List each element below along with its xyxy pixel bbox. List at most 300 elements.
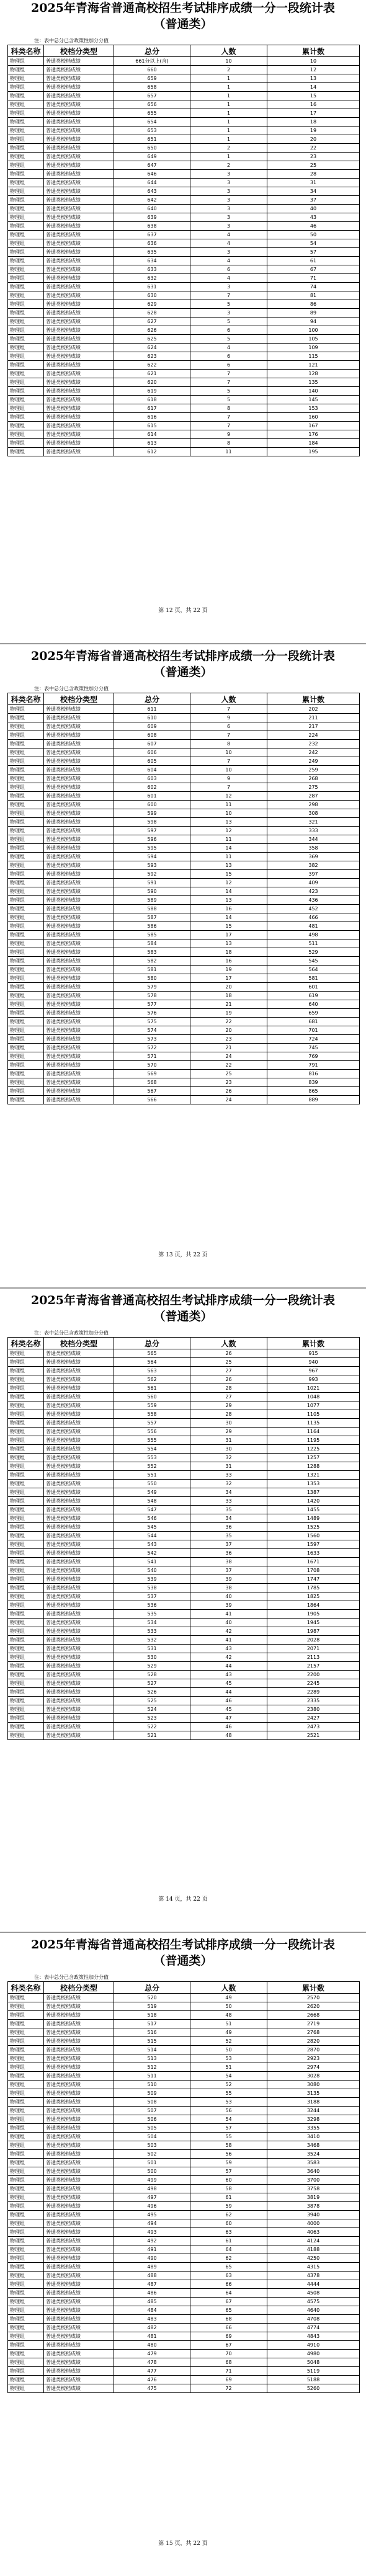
table-cell: 物理组 <box>8 1688 44 1697</box>
table-row <box>8 1401 360 1410</box>
table-cell: 普通类校档成绩 <box>44 361 114 370</box>
table-cell: 519 <box>114 2002 190 2011</box>
table-cell: 物理组 <box>8 57 44 66</box>
table-cell: 584 <box>114 939 190 948</box>
table-row <box>8 74 360 83</box>
table-cell: 普通类校档成绩 <box>44 1532 114 1540</box>
table-cell: 19 <box>190 966 267 974</box>
table-cell: 普通类校档成绩 <box>44 1367 114 1375</box>
table-cell: 12 <box>190 879 267 887</box>
table-cell: 49 <box>190 2028 267 2037</box>
table-row <box>8 1349 360 1358</box>
table-cell: 5 <box>190 300 267 309</box>
table-cell: 普通类校档成绩 <box>44 801 114 809</box>
table-cell: 71 <box>267 274 360 283</box>
table-cell: 物理组 <box>8 1384 44 1393</box>
table-cell: 511 <box>114 2072 190 2081</box>
table-cell: 69 <box>190 2332 267 2341</box>
table-cell: 普通类校档成绩 <box>44 1044 114 1052</box>
table-cell: 普通类校档成绩 <box>44 740 114 748</box>
table-cell: 物理组 <box>8 74 44 83</box>
table-cell: 61 <box>267 257 360 265</box>
table-cell: 613 <box>114 439 190 448</box>
table-cell: 26 <box>190 1375 267 1384</box>
table-cell: 791 <box>267 1061 360 1070</box>
table-cell: 2 <box>190 161 267 170</box>
table-row <box>8 448 360 456</box>
table-cell: 640 <box>267 1000 360 1009</box>
table-cell: 物理组 <box>8 1532 44 1540</box>
table-row <box>8 1454 360 1462</box>
table-cell: 物理组 <box>8 1052 44 1061</box>
table-cell: 普通类校档成绩 <box>44 1445 114 1454</box>
table-row <box>8 127 360 135</box>
table-row <box>8 887 360 896</box>
table-row <box>8 1592 360 1601</box>
table-cell: 2521 <box>267 1731 360 1740</box>
table-cell: 普通类校档成绩 <box>44 396 114 404</box>
table-cell: 3 <box>190 283 267 291</box>
table-cell: 普通类校档成绩 <box>44 257 114 265</box>
table-cell: 308 <box>267 809 360 818</box>
table-cell: 60 <box>190 2176 267 2185</box>
table-cell: 633 <box>114 265 190 274</box>
table-cell: 普通类校档成绩 <box>44 966 114 974</box>
table-cell: 578 <box>114 992 190 1000</box>
table-row <box>8 239 360 248</box>
table-cell: 483 <box>114 2315 190 2324</box>
table-cell: 普通类校档成绩 <box>44 1714 114 1723</box>
table-cell: 物理组 <box>8 1078 44 1087</box>
table-row <box>8 1514 360 1523</box>
table-cell: 211 <box>267 714 360 722</box>
table-cell: 普通类校档成绩 <box>44 2245 114 2254</box>
page-title: 2025年青海省普通高校招生考试排序成绩一分一段统计表 <box>31 1938 335 1952</box>
table-cell: 601 <box>267 983 360 992</box>
table-cell: 53 <box>190 2054 267 2063</box>
table-row <box>8 853 360 861</box>
table-cell: 物理组 <box>8 2306 44 2315</box>
table-cell: 1825 <box>267 1592 360 1601</box>
table-cell: 4774 <box>267 2324 360 2332</box>
table-cell: 476 <box>114 2376 190 2384</box>
table-cell: 506 <box>114 2115 190 2124</box>
table-cell: 498 <box>114 2185 190 2193</box>
table-cell: 657 <box>114 92 190 100</box>
table-cell: 67 <box>190 2298 267 2306</box>
table-row <box>8 783 360 792</box>
table-cell: 物理组 <box>8 1679 44 1688</box>
table-cell: 3819 <box>267 2193 360 2202</box>
score-table <box>7 45 360 456</box>
table-cell: 普通类校档成绩 <box>44 1671 114 1679</box>
table-row <box>8 66 360 74</box>
table-cell: 531 <box>114 1645 190 1653</box>
table-cell: 1135 <box>267 1419 360 1428</box>
table-cell: 14 <box>267 83 360 92</box>
table-cell: 普通类校档成绩 <box>44 2002 114 2011</box>
table-cell: 2570 <box>267 1994 360 2002</box>
table-row <box>8 1087 360 1096</box>
table-cell: 37 <box>190 1566 267 1575</box>
table-cell: 3758 <box>267 2185 360 2193</box>
table-cell: 4188 <box>267 2245 360 2254</box>
table-cell: 45 <box>190 1705 267 1714</box>
table-cell: 物理组 <box>8 396 44 404</box>
table-cell: 物理组 <box>8 2089 44 2098</box>
table-cell: 普通类校档成绩 <box>44 1514 114 1523</box>
column-header: 人数 <box>190 693 267 705</box>
table-cell: 639 <box>114 213 190 222</box>
table-cell: 67 <box>190 2341 267 2350</box>
table-cell: 51 <box>190 2063 267 2072</box>
table-cell: 559 <box>114 1401 190 1410</box>
table-cell: 普通类校档成绩 <box>44 992 114 1000</box>
table-cell: 548 <box>114 1497 190 1506</box>
table-row <box>8 2054 360 2063</box>
table-cell: 582 <box>114 957 190 966</box>
table-cell: 普通类校档成绩 <box>44 153 114 161</box>
table-cell: 35 <box>190 1532 267 1540</box>
table-cell: 655 <box>114 109 190 118</box>
table-cell: 5 <box>190 335 267 344</box>
table-cell: 3298 <box>267 2115 360 2124</box>
table-cell: 普通类校档成绩 <box>44 748 114 757</box>
table-cell: 物理组 <box>8 1009 44 1018</box>
table-cell: 普通类校档成绩 <box>44 161 114 170</box>
table-cell: 11 <box>190 835 267 844</box>
table-cell: 2028 <box>267 1636 360 1645</box>
table-cell: 36 <box>190 1549 267 1558</box>
table-row <box>8 1061 360 1070</box>
table-row <box>8 992 360 1000</box>
table-cell: 普通类校档成绩 <box>44 2167 114 2176</box>
table-cell: 普通类校档成绩 <box>44 66 114 74</box>
table-cell: 物理组 <box>8 757 44 766</box>
table-cell: 3468 <box>267 2141 360 2150</box>
table-cell: 3940 <box>267 2211 360 2219</box>
table-row <box>8 1697 360 1705</box>
table-cell: 物理组 <box>8 939 44 948</box>
table-cell: 552 <box>114 1462 190 1471</box>
table-cell: 物理组 <box>8 1480 44 1488</box>
table-cell: 563 <box>114 1367 190 1375</box>
table-cell: 10 <box>267 57 360 66</box>
table-cell: 普通类校档成绩 <box>44 1419 114 1428</box>
table-cell: 13 <box>190 896 267 905</box>
table-cell: 94 <box>267 318 360 326</box>
table-cell: 681 <box>267 1018 360 1026</box>
table-cell: 普通类校档成绩 <box>44 714 114 722</box>
table-cell: 25 <box>267 161 360 170</box>
table-cell: 29 <box>190 1401 267 1410</box>
table-cell: 普通类校档成绩 <box>44 1558 114 1566</box>
table-cell: 516 <box>114 2028 190 2037</box>
table-cell: 634 <box>114 257 190 265</box>
table-row <box>8 2072 360 2081</box>
table-cell: 6 <box>190 265 267 274</box>
table-cell: 59 <box>190 2159 267 2167</box>
table-cell: 484 <box>114 2306 190 2315</box>
table-cell: 普通类校档成绩 <box>44 870 114 879</box>
table-cell: 242 <box>267 748 360 757</box>
table-cell: 普通类校档成绩 <box>44 1384 114 1393</box>
table-row <box>8 957 360 966</box>
table-cell: 物理组 <box>8 1436 44 1445</box>
table-cell: 583 <box>114 948 190 957</box>
table-cell: 1 <box>190 118 267 127</box>
table-cell: 3 <box>190 187 267 196</box>
table-cell: 518 <box>114 2011 190 2020</box>
table-cell: 100 <box>267 326 360 335</box>
table-cell: 333 <box>267 827 360 835</box>
table-row <box>8 1662 360 1671</box>
table-header-row <box>8 1982 360 1994</box>
table-cell: 普通类校档成绩 <box>44 1662 114 1671</box>
table-cell: 69 <box>190 2376 267 2384</box>
table-cell: 物理组 <box>8 2133 44 2141</box>
table-cell: 物理组 <box>8 2176 44 2185</box>
table-row <box>8 1052 360 1061</box>
table-cell: 610 <box>114 714 190 722</box>
table-cell: 658 <box>114 83 190 92</box>
table-cell: 558 <box>114 1410 190 1419</box>
table-cell: 物理组 <box>8 1566 44 1575</box>
table-cell: 436 <box>267 896 360 905</box>
table-cell: 物理组 <box>8 2037 44 2046</box>
table-cell: 普通类校档成绩 <box>44 2089 114 2098</box>
table-cell: 630 <box>114 291 190 300</box>
table-cell: 1525 <box>267 1523 360 1532</box>
table-cell: 物理组 <box>8 992 44 1000</box>
table-row <box>8 2115 360 2124</box>
table-cell: 623 <box>114 352 190 361</box>
table-cell: 44 <box>190 1688 267 1697</box>
table-cell: 1 <box>190 153 267 161</box>
table-row <box>8 213 360 222</box>
page-number: 第 14 页，共 22 页 <box>158 1896 208 1903</box>
table-row <box>8 2376 360 2384</box>
table-cell: 579 <box>114 983 190 992</box>
table-row <box>8 2167 360 2176</box>
table-cell: 物理组 <box>8 1584 44 1592</box>
table-cell: 44 <box>190 1662 267 1671</box>
table-cell: 4063 <box>267 2228 360 2237</box>
table-cell: 物理组 <box>8 748 44 757</box>
table-note: 注：表中总分已含政策性加分分值 <box>34 1974 109 1980</box>
table-cell: 81 <box>267 291 360 300</box>
table-cell: 物理组 <box>8 853 44 861</box>
table-cell: 普通类校档成绩 <box>44 135 114 144</box>
table-cell: 物理组 <box>8 1462 44 1471</box>
table-cell: 74 <box>267 283 360 291</box>
table-cell: 4 <box>190 344 267 352</box>
table-cell: 物理组 <box>8 448 44 456</box>
table-cell: 普通类校档成绩 <box>44 2202 114 2211</box>
table-cell: 4843 <box>267 2332 360 2341</box>
table-cell: 72 <box>190 2384 267 2393</box>
table-cell: 643 <box>114 187 190 196</box>
table-row <box>8 1523 360 1532</box>
table-cell: 12 <box>190 792 267 801</box>
table-cell: 48 <box>190 2011 267 2020</box>
table-cell: 576 <box>114 1009 190 1018</box>
table-cell: 普通类校档成绩 <box>44 1653 114 1662</box>
table-cell: 604 <box>114 766 190 775</box>
table-cell: 493 <box>114 2228 190 2237</box>
table-cell: 595 <box>114 844 190 853</box>
table-row <box>8 731 360 740</box>
table-cell: 508 <box>114 2098 190 2107</box>
table-cell: 63 <box>190 2228 267 2237</box>
table-row <box>8 1731 360 1740</box>
table-cell: 物理组 <box>8 983 44 992</box>
table-cell: 10 <box>190 766 267 775</box>
table-cell: 1321 <box>267 1471 360 1480</box>
table-cell: 14 <box>190 887 267 896</box>
table-cell: 46 <box>190 1697 267 1705</box>
table-cell: 659 <box>267 1009 360 1018</box>
table-cell: 物理组 <box>8 1697 44 1705</box>
table-cell: 52 <box>190 2037 267 2046</box>
table-cell: 43 <box>190 1671 267 1679</box>
table-cell: 499 <box>114 2176 190 2185</box>
table-row <box>8 378 360 387</box>
table-row <box>8 1636 360 1645</box>
table-row <box>8 818 360 827</box>
table-cell: 42 <box>190 1627 267 1636</box>
table-cell: 2200 <box>267 1671 360 1679</box>
table-cell: 普通类校档成绩 <box>44 187 114 196</box>
table-cell: 5119 <box>267 2367 360 2376</box>
table-cell: 68 <box>190 2315 267 2324</box>
table-cell: 224 <box>267 731 360 740</box>
table-cell: 3 <box>190 205 267 213</box>
table-cell: 865 <box>267 1087 360 1096</box>
table-row <box>8 370 360 378</box>
table-cell: 590 <box>114 887 190 896</box>
table-cell: 37 <box>190 1540 267 1549</box>
table-cell: 492 <box>114 2237 190 2245</box>
table-cell: 普通类校档成绩 <box>44 809 114 818</box>
table-cell: 423 <box>267 887 360 896</box>
table-cell: 565 <box>114 1349 190 1358</box>
table-cell: 606 <box>114 748 190 757</box>
score-table <box>7 1337 360 1740</box>
table-cell: 11 <box>190 801 267 809</box>
page-title: 2025年青海省普通高校招生考试排序成绩一分一段统计表 <box>31 1 335 15</box>
table-cell: 1905 <box>267 1610 360 1619</box>
table-cell: 28 <box>190 1384 267 1393</box>
table-cell: 15 <box>190 870 267 879</box>
table-row <box>8 2037 360 2046</box>
table-cell: 510 <box>114 2081 190 2089</box>
table-cell: 520 <box>114 1994 190 2002</box>
table-cell: 普通类校档成绩 <box>44 352 114 361</box>
table-cell: 物理组 <box>8 144 44 153</box>
table-cell: 7 <box>190 757 267 766</box>
table-cell: 1785 <box>267 1584 360 1592</box>
table-row <box>8 439 360 448</box>
table-cell: 30 <box>190 1419 267 1428</box>
table-cell: 553 <box>114 1454 190 1462</box>
table-cell: 普通类校档成绩 <box>44 1480 114 1488</box>
table-cell: 普通类校档成绩 <box>44 922 114 931</box>
table-cell: 物理组 <box>8 1419 44 1428</box>
table-cell: 物理组 <box>8 1653 44 1662</box>
table-row <box>8 2306 360 2315</box>
table-cell: 5048 <box>267 2358 360 2367</box>
table-cell: 物理组 <box>8 731 44 740</box>
table-cell: 298 <box>267 801 360 809</box>
table-cell: 321 <box>267 818 360 827</box>
table-cell: 487 <box>114 2280 190 2289</box>
table-cell: 普通类校档成绩 <box>44 983 114 992</box>
table-cell: 普通类校档成绩 <box>44 1078 114 1087</box>
table-cell: 70 <box>190 2350 267 2358</box>
table-cell: 10 <box>190 809 267 818</box>
table-cell: 24 <box>190 1052 267 1061</box>
table-cell: 普通类校档成绩 <box>44 2289 114 2298</box>
table-cell: 物理组 <box>8 2020 44 2028</box>
table-cell: 普通类校档成绩 <box>44 905 114 913</box>
table-cell: 4444 <box>267 2280 360 2289</box>
table-cell: 普通类校档成绩 <box>44 1627 114 1636</box>
table-cell: 普通类校档成绩 <box>44 74 114 83</box>
table-cell: 184 <box>267 439 360 448</box>
table-cell: 普通类校档成绩 <box>44 2046 114 2054</box>
table-note: 注：表中总分已含政策性加分分值 <box>34 1330 109 1336</box>
column-header: 累计数 <box>267 1338 360 1349</box>
table-cell: 普通类校档成绩 <box>44 413 114 422</box>
table-cell: 482 <box>114 2324 190 2332</box>
table-cell: 普通类校档成绩 <box>44 179 114 187</box>
table-cell: 物理组 <box>8 801 44 809</box>
table-cell: 普通类校档成绩 <box>44 1523 114 1532</box>
table-cell: 63 <box>190 2272 267 2280</box>
table-cell: 物理组 <box>8 2245 44 2254</box>
table-cell: 4508 <box>267 2289 360 2298</box>
table-cell: 369 <box>267 853 360 861</box>
table-cell: 普通类校档成绩 <box>44 2150 114 2159</box>
table-cell: 物理组 <box>8 2185 44 2193</box>
table-cell: 275 <box>267 783 360 792</box>
table-cell: 物理组 <box>8 213 44 222</box>
table-cell: 31 <box>267 179 360 187</box>
table-cell: 491 <box>114 2245 190 2254</box>
table-cell: 物理组 <box>8 1367 44 1375</box>
table-cell: 769 <box>267 1052 360 1061</box>
table-cell: 27 <box>190 1367 267 1375</box>
table-cell: 2245 <box>267 1679 360 1688</box>
table-cell: 普通类校档成绩 <box>44 1462 114 1471</box>
table-cell: 566 <box>114 1096 190 1104</box>
table-cell: 物理组 <box>8 1671 44 1679</box>
table-cell: 135 <box>267 378 360 387</box>
table-cell: 6 <box>190 326 267 335</box>
table-cell: 物理组 <box>8 248 44 257</box>
table-cell: 普通类校档成绩 <box>44 1584 114 1592</box>
table-row <box>8 265 360 274</box>
table-cell: 10 <box>190 57 267 66</box>
table-row <box>8 1601 360 1610</box>
table-cell: 6 <box>190 352 267 361</box>
table-cell: 17 <box>190 974 267 983</box>
table-cell: 637 <box>114 231 190 239</box>
table-cell: 65 <box>190 2263 267 2272</box>
table-cell: 477 <box>114 2367 190 2376</box>
table-cell: 9 <box>190 430 267 439</box>
